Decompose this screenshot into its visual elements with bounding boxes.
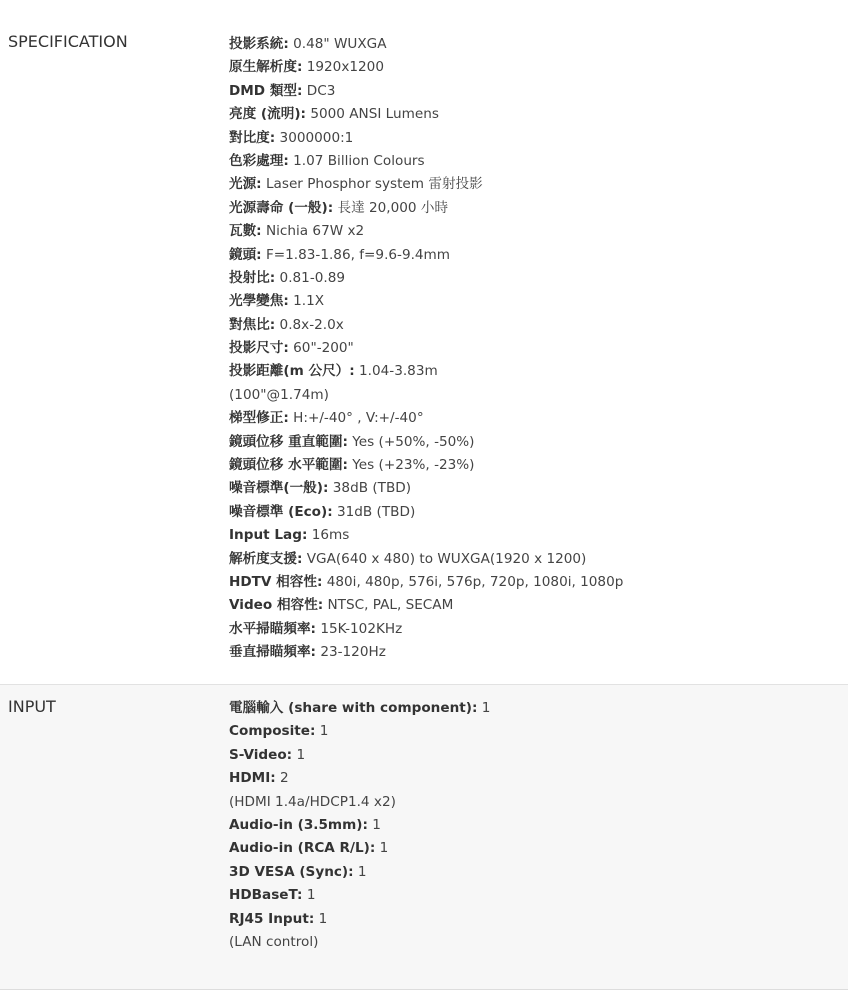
spec-value: 1 bbox=[481, 700, 491, 716]
spec-row bbox=[229, 454, 623, 477]
spec-label: 電腦輸入 (share with component): bbox=[229, 700, 478, 716]
spec-row bbox=[229, 697, 490, 720]
spec-row bbox=[229, 360, 623, 383]
spec-label: Input Lag: bbox=[229, 527, 308, 544]
spec-row bbox=[229, 197, 623, 220]
spec-label: HDBaseT: bbox=[229, 887, 303, 904]
spec-label: HDMI: bbox=[229, 770, 276, 787]
spec-label: Video 相容性: bbox=[229, 597, 324, 614]
spec-row bbox=[229, 80, 623, 103]
spec-row bbox=[229, 103, 623, 126]
spec-list bbox=[229, 697, 490, 954]
spec-value: 0.8x-2.0x bbox=[279, 316, 344, 333]
spec-value: 1.07 Billion Colours bbox=[293, 152, 425, 169]
spec-label: 鏡頭位移 水平範圍: bbox=[229, 457, 348, 474]
spec-value: 1 bbox=[319, 723, 329, 740]
spec-value: F=1.83-1.86, f=9.6-9.4mm bbox=[265, 246, 451, 263]
spec-value: 1 bbox=[379, 840, 389, 857]
spec-row bbox=[229, 767, 490, 790]
spec-label: 鏡頭位移 重直範圍: bbox=[229, 433, 348, 450]
spec-value: VGA(640 x 480) to WUXGA(1920 x 1200) bbox=[306, 550, 587, 567]
spec-value: 1.04-3.83m bbox=[359, 363, 438, 380]
spec-row bbox=[229, 127, 623, 150]
spec-label: Composite: bbox=[229, 723, 316, 740]
spec-row bbox=[229, 431, 623, 454]
input-section bbox=[0, 684, 848, 990]
spec-row bbox=[229, 571, 623, 594]
spec-value: 0.48" WUXGA bbox=[293, 36, 387, 52]
section-title: INPUT bbox=[8, 697, 56, 716]
spec-row bbox=[229, 337, 623, 360]
spec-note: (100"@1.74m) bbox=[229, 386, 329, 403]
spec-note: (LAN control) bbox=[229, 933, 319, 950]
spec-value: 0.81-0.89 bbox=[279, 269, 345, 286]
spec-label: 投影尺寸: bbox=[229, 340, 289, 357]
spec-label: 噪音標準(一般): bbox=[229, 480, 329, 497]
spec-label: 投影系統: bbox=[229, 36, 289, 52]
spec-row bbox=[229, 814, 490, 837]
spec-label: 色彩處理: bbox=[229, 152, 289, 169]
spec-label: 噪音標準 (Eco): bbox=[229, 503, 333, 520]
spec-value: 1.1X bbox=[293, 293, 325, 310]
spec-value: 31dB (TBD) bbox=[336, 503, 416, 520]
spec-list bbox=[229, 33, 623, 665]
spec-label: 垂直掃瞄頻率: bbox=[229, 644, 316, 661]
spec-row bbox=[229, 290, 623, 313]
spec-label: 原生解析度: bbox=[229, 59, 303, 76]
spec-value: 5000 ANSI Lumens bbox=[310, 106, 439, 123]
spec-label: RJ45 Input: bbox=[229, 910, 315, 927]
spec-value: 2 bbox=[280, 770, 289, 787]
spec-value: 3000000:1 bbox=[279, 129, 354, 146]
spec-label: DMD 類型: bbox=[229, 82, 303, 99]
spec-value: DC3 bbox=[306, 82, 336, 99]
spec-row bbox=[229, 150, 623, 173]
spec-value: 1 bbox=[357, 863, 367, 880]
spec-row bbox=[229, 477, 623, 500]
spec-value: 1 bbox=[296, 746, 306, 763]
spec-label: 解析度支援: bbox=[229, 550, 303, 567]
spec-label: 對比度: bbox=[229, 129, 276, 146]
spec-value: 16ms bbox=[311, 527, 350, 544]
spec-value: 1920x1200 bbox=[306, 59, 384, 76]
spec-row bbox=[229, 791, 490, 814]
spec-note: (HDMI 1.4a/HDCP1.4 x2) bbox=[229, 793, 396, 810]
spec-row bbox=[229, 56, 623, 79]
spec-row bbox=[229, 744, 490, 767]
spec-label: 水平掃瞄頻率: bbox=[229, 620, 316, 637]
spec-value: Nichia 67W x2 bbox=[265, 223, 365, 240]
spec-row bbox=[229, 267, 623, 290]
spec-label: 3D VESA (Sync): bbox=[229, 863, 354, 880]
spec-value: Yes (+23%, -23%) bbox=[352, 457, 475, 474]
spec-value: Laser Phosphor system 雷射投影 bbox=[265, 176, 483, 193]
spec-label: 光源: bbox=[229, 176, 262, 193]
spec-value: Yes (+50%, -50%) bbox=[352, 433, 475, 450]
spec-value: 1 bbox=[372, 816, 381, 833]
spec-row bbox=[229, 720, 490, 743]
spec-row bbox=[229, 837, 490, 860]
spec-row bbox=[229, 33, 623, 56]
spec-row bbox=[229, 524, 623, 547]
spec-row bbox=[229, 501, 623, 524]
spec-row bbox=[229, 618, 623, 641]
spec-label: 投影距離(m 公尺）: bbox=[229, 363, 355, 380]
spec-label: 對焦比: bbox=[229, 316, 276, 333]
spec-label: 投射比: bbox=[229, 269, 276, 286]
spec-label: 光學變焦: bbox=[229, 293, 289, 310]
spec-row bbox=[229, 407, 623, 430]
spec-value: 480i, 480p, 576i, 576p, 720p, 1080i, 1080p bbox=[326, 573, 624, 590]
spec-row bbox=[229, 908, 490, 931]
spec-value: NTSC, PAL, SECAM bbox=[327, 597, 454, 614]
spec-label: Audio-in (3.5mm): bbox=[229, 816, 368, 833]
spec-row bbox=[229, 220, 623, 243]
spec-row bbox=[229, 884, 490, 907]
spec-label: 亮度 (流明): bbox=[229, 106, 306, 123]
spec-row bbox=[229, 314, 623, 337]
spec-row bbox=[229, 173, 623, 196]
spec-value: 60"-200" bbox=[293, 340, 354, 357]
spec-row bbox=[229, 548, 623, 571]
spec-label: 鏡頭: bbox=[229, 246, 262, 263]
spec-row bbox=[229, 594, 623, 617]
spec-row bbox=[229, 931, 490, 954]
spec-label: 光源壽命 (一般): bbox=[229, 199, 334, 216]
spec-row bbox=[229, 244, 623, 267]
spec-row bbox=[229, 861, 490, 884]
spec-label: 梯型修正: bbox=[229, 410, 289, 427]
section-title: SPECIFICATION bbox=[8, 32, 128, 51]
spec-label: Audio-in (RCA R/L): bbox=[229, 840, 376, 857]
spec-value: 長達 20,000 小時 bbox=[337, 199, 449, 216]
spec-value: 1 bbox=[318, 910, 328, 927]
spec-value: 15K-102KHz bbox=[320, 620, 403, 637]
spec-row bbox=[229, 641, 623, 664]
spec-value: 23-120Hz bbox=[320, 644, 386, 661]
spec-value: 38dB (TBD) bbox=[332, 480, 412, 497]
spec-label: HDTV 相容性: bbox=[229, 573, 323, 590]
spec-value: H:+/-40° , V:+/-40° bbox=[293, 410, 424, 427]
spec-value: 1 bbox=[306, 887, 316, 904]
spec-label: 瓦數: bbox=[229, 223, 262, 240]
spec-row bbox=[229, 384, 623, 407]
spec-label: S-Video: bbox=[229, 746, 293, 763]
